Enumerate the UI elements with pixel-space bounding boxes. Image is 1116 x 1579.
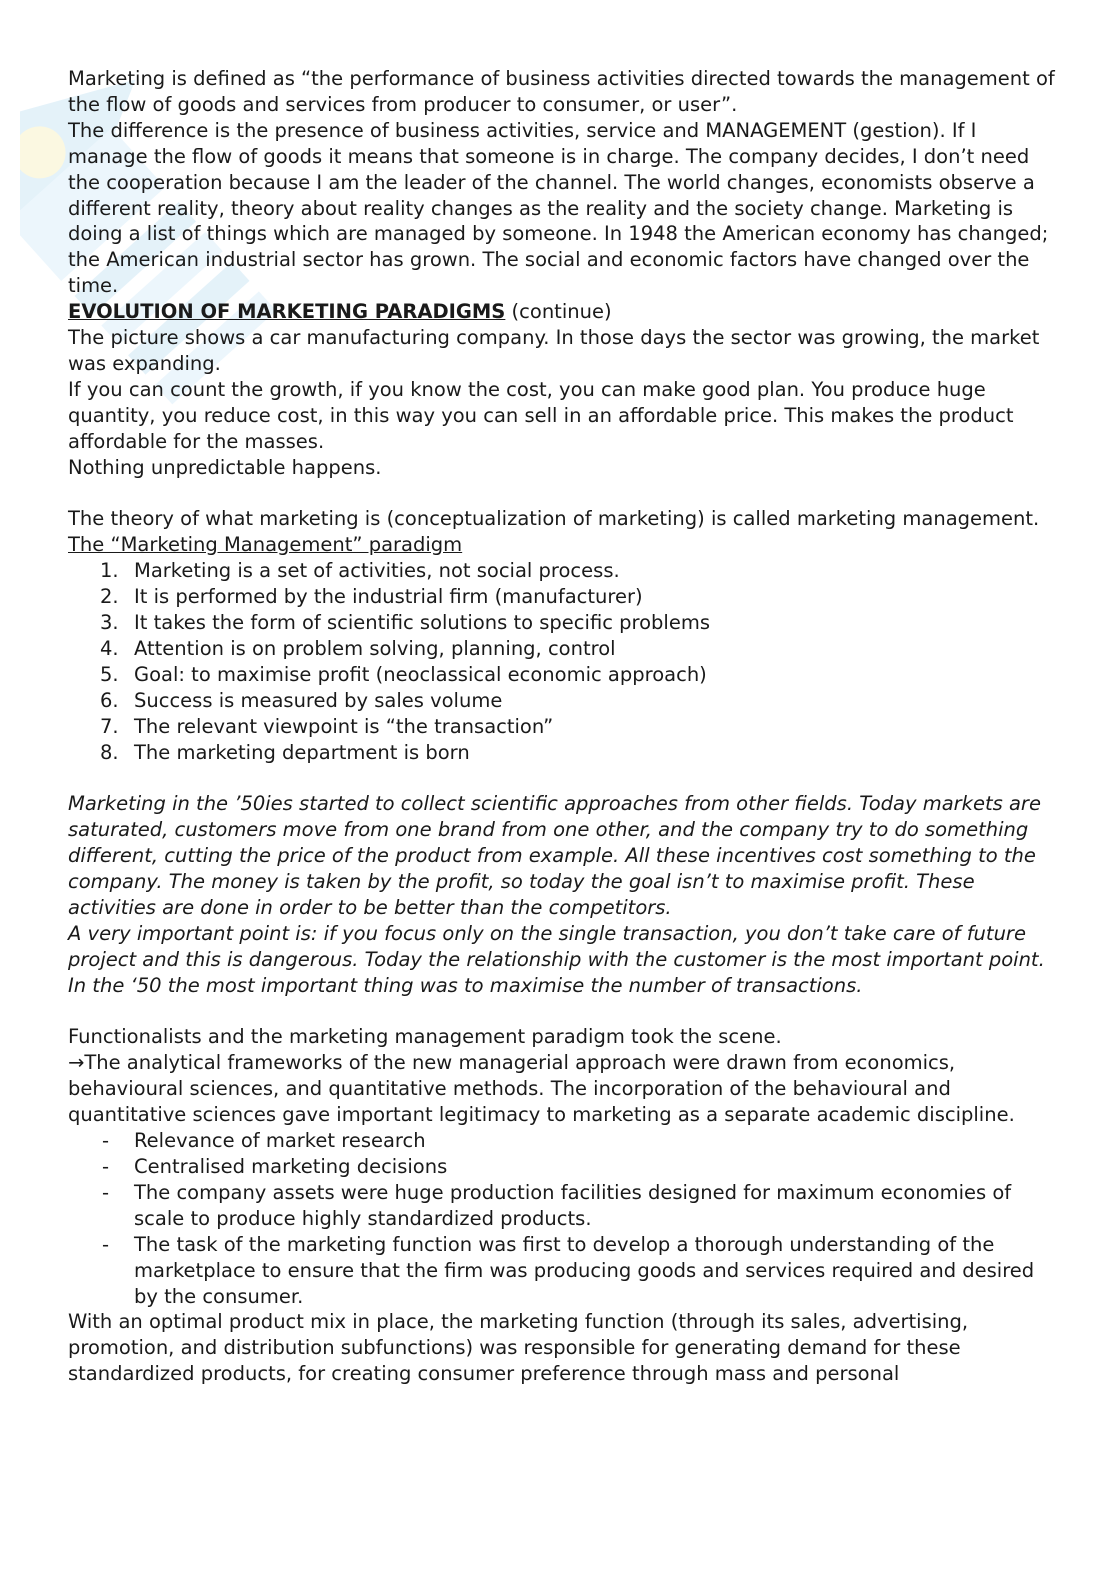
list-item [68, 740, 1058, 766]
functionalists-paragraph-2-text: The analytical frameworks of the new managerial approach were drawn from economics, behavioural sciences, and quantitative methods. The incorporation of the behavioural and quantitative sciences gave important legitimacy to marketing as a separate academic discipline. [68, 1051, 1015, 1127]
list-item [68, 636, 1058, 662]
right-arrow-icon: → [68, 1051, 85, 1075]
functionalists-paragraph-2 [68, 1050, 1058, 1128]
list-item-text: The marketing department is born [134, 740, 470, 764]
spacer [68, 765, 1058, 791]
list-item-number: 1. [100, 559, 119, 583]
list-item-text: The company assets were huge production facilities designed for maximum economies of scale to produce highly standardized products. [134, 1180, 1012, 1230]
list-item-text: Centralised marketing decisions [134, 1155, 448, 1179]
functionalists-bullet-list [68, 1128, 1058, 1309]
functionalists-paragraph-1: Functionalists and the marketing management paradigm took the scene. [68, 1025, 782, 1049]
list-item-number: 2. [100, 585, 119, 609]
list-item-text: It is performed by the industrial firm (manufacturer) [134, 585, 643, 609]
list-item [68, 1180, 1058, 1232]
dash-bullet-icon: - [102, 1129, 110, 1153]
dash-bullet-icon: - [102, 1232, 110, 1256]
list-item [68, 662, 1058, 688]
section-paragraph-4: The theory of what marketing is (conceptualization of marketing) is called marketing management. [68, 507, 1040, 531]
italic-note-2: A very important point is: if you focus only on the single transaction, you don’t take care of future project and this is dangerous. Today the relationship with the customer is the most important point. In the ‘50 the most important thing was to maximise the number of transactions. [68, 921, 1045, 997]
list-item [68, 610, 1058, 636]
list-item-number: 6. [100, 688, 119, 712]
section-heading-suffix: (continue) [505, 300, 612, 324]
dash-bullet-icon: - [102, 1180, 110, 1204]
section-heading-title: EVOLUTION OF MARKETING PARADIGMS [68, 300, 506, 324]
list-item-number: 5. [100, 662, 119, 686]
section-paragraph-2: If you can count the growth, if you know the cost, you can make good plan. You produce huge quantity, you reduce cost, in this way you can sell in an affordable price. This makes the product affordable for the masses. [68, 377, 1014, 453]
list-item-text: Relevance of market research [134, 1129, 426, 1153]
section-paragraph-3: Nothing unpredictable happens. [68, 455, 382, 479]
list-item-number: 7. [100, 714, 119, 738]
paradigm-title: The “Marketing Management” paradigm [68, 533, 463, 557]
list-item-text: Success is measured by sales volume [134, 688, 503, 712]
list-item [68, 688, 1058, 714]
list-item-number: 3. [100, 611, 119, 635]
intro-paragraph-2: The difference is the presence of business activities, service and MANAGEMENT (gestion). If I manage the flow of goods it means that someone is in charge. The company decides, I don’t need the cooperation because I am the leader of the channel. The world changes, economists observe a different reality, theory about reality changes as the reality and the society change. Marketing is doing a list of things which are managed by someone. In 1948 the American economy has changed; the American industrial sector has grown. The social and economic factors have changed over the time. [68, 118, 1049, 298]
intro-paragraph-1: Marketing is defined as “the performance of business activities directed towards the management of the flow of goods and services from producer to consumer, or user”. [68, 67, 1055, 116]
list-item [68, 558, 1058, 584]
list-item-text: It takes the form of scientific solutions to specific problems [134, 611, 710, 635]
document-body [68, 66, 1058, 1387]
italic-note-1: Marketing in the ’50ies started to collect scientific approaches from other fields. Today markets are saturated, customers move from one brand from one other, and the company try to do something different, cutting the price of the product from example. All these incentives cost something to the company. The money is taken by the profit, so today the goal isn’t to maximise profit. These activities are done in order to be better than the competitors. [68, 792, 1041, 919]
list-item [68, 584, 1058, 610]
dash-bullet-icon: - [102, 1155, 110, 1179]
list-item [68, 714, 1058, 740]
functionalists-paragraph-3: With an optimal product mix in place, the marketing function (through its sales, advertising, promotion, and distribution subfunctions) was responsible for generating demand for these standardized products, for creating consumer preference through mass and personal [68, 1310, 969, 1386]
list-item [68, 1232, 1058, 1310]
list-item-number: 4. [100, 636, 119, 660]
spacer [68, 999, 1058, 1025]
spacer [68, 481, 1058, 507]
list-item-number: 8. [100, 740, 119, 764]
list-item-text: The task of the marketing function was first to develop a thorough understanding of the marketplace to ensure that the firm was producing goods and services required and desired by the consumer. [134, 1232, 1035, 1308]
section-paragraph-1: The picture shows a car manufacturing company. In those days the sector was growing, the market was expanding. [68, 326, 1040, 375]
list-item-text: Marketing is a set of activities, not social process. [134, 559, 620, 583]
paradigm-list [68, 558, 1058, 765]
list-item [68, 1128, 1058, 1154]
list-item-text: Goal: to maximise profit (neoclassical economic approach) [134, 662, 707, 686]
list-item [68, 1154, 1058, 1180]
list-item-text: The relevant viewpoint is “the transaction” [134, 714, 554, 738]
section-heading [68, 299, 1058, 325]
list-item-text: Attention is on problem solving, planning, control [134, 636, 616, 660]
